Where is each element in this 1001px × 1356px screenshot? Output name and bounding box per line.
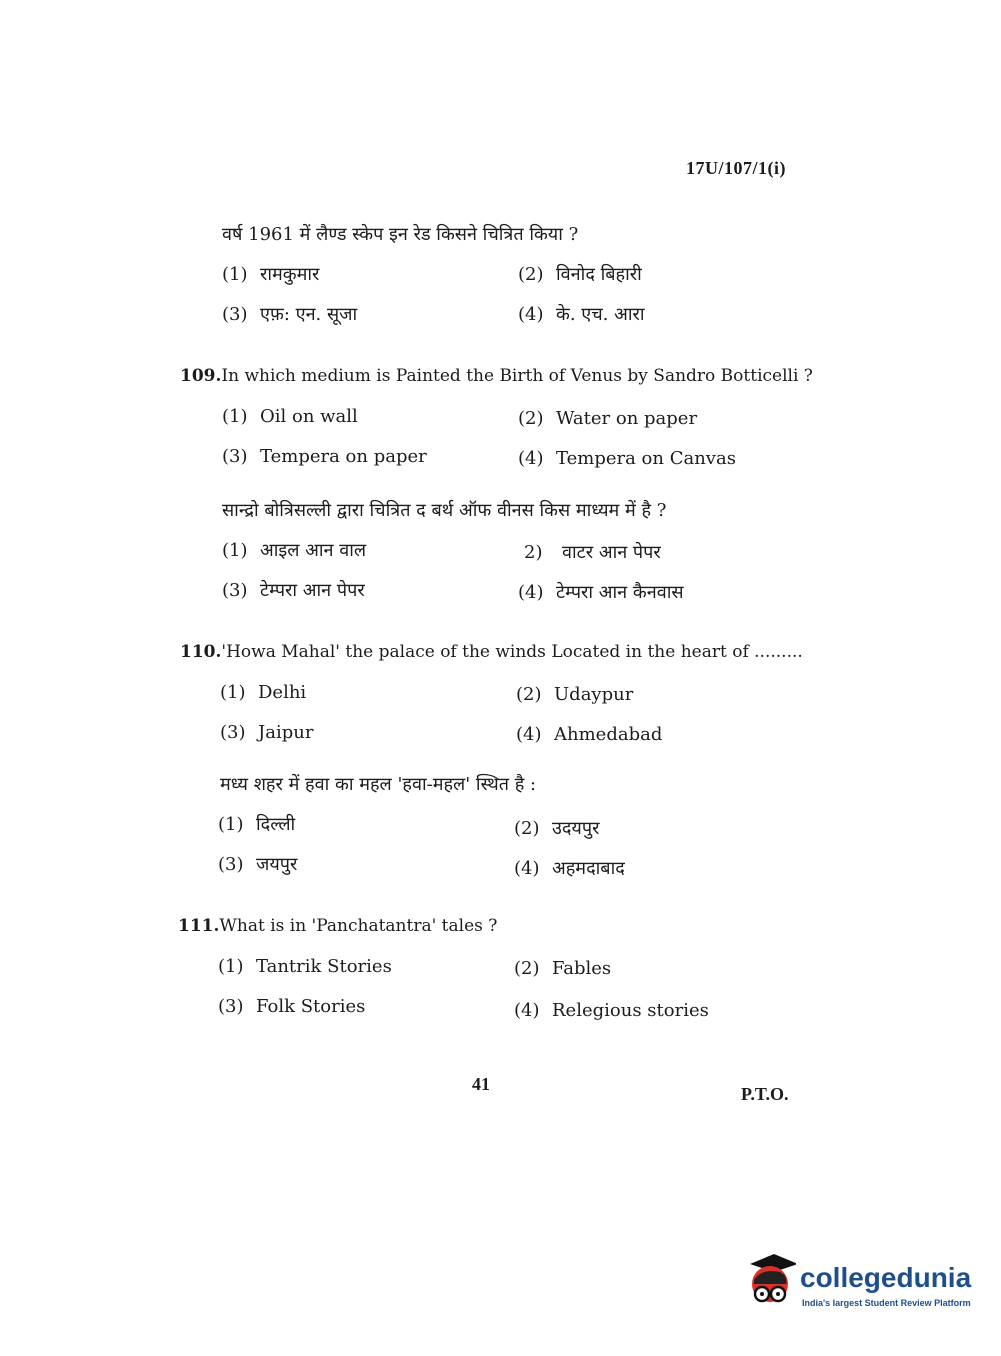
option-text: टेम्परा आन पेपर xyxy=(260,580,365,601)
option-number: (3) xyxy=(222,580,248,601)
option-text: दिल्ली xyxy=(256,814,296,835)
option-number: (3) xyxy=(218,854,244,875)
q110-option-4 xyxy=(516,724,662,745)
q110-question xyxy=(180,642,803,662)
option-text: Water on paper xyxy=(556,408,698,429)
q109-hindi-text: सान्द्रो बोत्रिसल्ली द्वारा चित्रित द बर्थ ऑफ वीनस किस माध्यम में है ? xyxy=(222,500,667,521)
option-number: (3) xyxy=(222,446,248,467)
q111-option-4 xyxy=(514,1000,709,1021)
q109-option-2 xyxy=(518,408,697,429)
option-text: रामकुमार xyxy=(260,264,320,285)
option-number: (1) xyxy=(222,406,248,427)
option-text: एफ़: एन. सूजा xyxy=(260,304,358,325)
option-text: Ahmedabad xyxy=(554,724,663,745)
q110-hindi-text: मध्य शहर में हवा का महल 'हवा-महल' स्थित है : xyxy=(220,774,537,795)
question-number: 110. xyxy=(180,642,222,662)
option-number: (1) xyxy=(222,264,248,285)
q108-hindi-option-4 xyxy=(518,302,645,326)
q109-hindi-option-3 xyxy=(222,578,365,602)
q110-option-2 xyxy=(516,684,633,705)
option-number: (4) xyxy=(514,1000,540,1021)
question-text: 'Howa Mahal' the palace of the winds Located in the heart of ......... xyxy=(221,642,803,662)
q110-hindi-option-4 xyxy=(514,856,625,880)
q111-option-3 xyxy=(218,996,365,1017)
q110-hindi-option-3 xyxy=(218,852,297,876)
q110-option-1 xyxy=(220,682,306,703)
page-number: 41 xyxy=(472,1074,490,1094)
pto-label: P.T.O. xyxy=(741,1084,789,1104)
q109-option-1 xyxy=(222,406,358,427)
option-text: Fables xyxy=(552,958,612,979)
q109-question xyxy=(180,366,813,386)
logo-brand-text: collegedunia xyxy=(800,1262,972,1293)
q109-option-4 xyxy=(518,448,736,469)
option-number: (4) xyxy=(518,582,544,603)
option-number: (4) xyxy=(516,724,542,745)
option-text: Folk Stories xyxy=(256,996,366,1017)
q110-hindi-option-2 xyxy=(514,816,599,840)
paper-code: 17U/107/1(i) xyxy=(686,158,786,178)
option-number: (2) xyxy=(514,818,540,839)
option-text: उदयपुर xyxy=(552,818,600,839)
q109-option-3 xyxy=(222,446,427,467)
q109-hindi-option-1 xyxy=(222,538,366,562)
q108-hindi-option-2 xyxy=(518,262,642,286)
question-text: In which medium is Painted the Birth of Venus by Sandro Botticelli ? xyxy=(221,366,813,386)
option-number: 2) xyxy=(524,542,543,563)
q110-option-3 xyxy=(220,722,313,743)
option-number: (3) xyxy=(218,996,244,1017)
option-number: (2) xyxy=(516,684,542,705)
option-text: Relegious stories xyxy=(552,1000,709,1021)
mascot-icon xyxy=(740,1250,796,1314)
option-text: Jaipur xyxy=(258,722,314,743)
option-text: जयपुर xyxy=(256,854,298,875)
question-number: 109. xyxy=(180,366,222,386)
option-number: (2) xyxy=(514,958,540,979)
logo-tagline: India's largest Student Review Platform xyxy=(802,1298,971,1308)
q109-hindi-option-2 xyxy=(524,540,661,564)
option-number: (3) xyxy=(222,304,248,325)
option-number: (1) xyxy=(222,540,248,561)
q111-question xyxy=(178,916,497,936)
q111-option-1 xyxy=(218,956,392,977)
option-number: (4) xyxy=(518,448,544,469)
option-text: Oil on wall xyxy=(260,406,358,427)
option-number: (1) xyxy=(218,814,244,835)
option-number: (3) xyxy=(220,722,246,743)
question-text: What is in 'Panchatantra' tales ? xyxy=(219,916,498,936)
option-text: वाटर आन पेपर xyxy=(562,542,661,563)
option-text: Tantrik Stories xyxy=(256,956,392,977)
q110-hindi-option-1 xyxy=(218,812,295,836)
q109-hindi-option-4 xyxy=(518,580,684,604)
option-number: (4) xyxy=(514,858,540,879)
option-number: (2) xyxy=(518,264,544,285)
q111-option-2 xyxy=(514,958,611,979)
q108-hindi-option-1 xyxy=(222,262,319,286)
q108-hindi-text: वर्ष 1961 में लैण्ड स्केप इन रेड किसने चित्रित किया ? xyxy=(222,224,579,245)
question-number: 111. xyxy=(178,916,220,936)
option-text: के. एच. आरा xyxy=(556,304,645,325)
option-number: (4) xyxy=(518,304,544,325)
option-text: Udaypur xyxy=(554,684,634,705)
option-number: (2) xyxy=(518,408,544,429)
option-text: विनोद बिहारी xyxy=(556,264,642,285)
option-text: Tempera on paper xyxy=(260,446,427,467)
option-text: अहमदाबाद xyxy=(552,858,625,879)
option-text: टेम्परा आन कैनवास xyxy=(556,582,684,603)
option-text: आइल आन वाल xyxy=(260,540,367,561)
option-text: Tempera on Canvas xyxy=(556,448,736,469)
collegedunia-logo xyxy=(740,1248,972,1318)
option-number: (1) xyxy=(220,682,246,703)
option-text: Delhi xyxy=(258,682,307,703)
q108-hindi-option-3 xyxy=(222,302,357,326)
option-number: (1) xyxy=(218,956,244,977)
